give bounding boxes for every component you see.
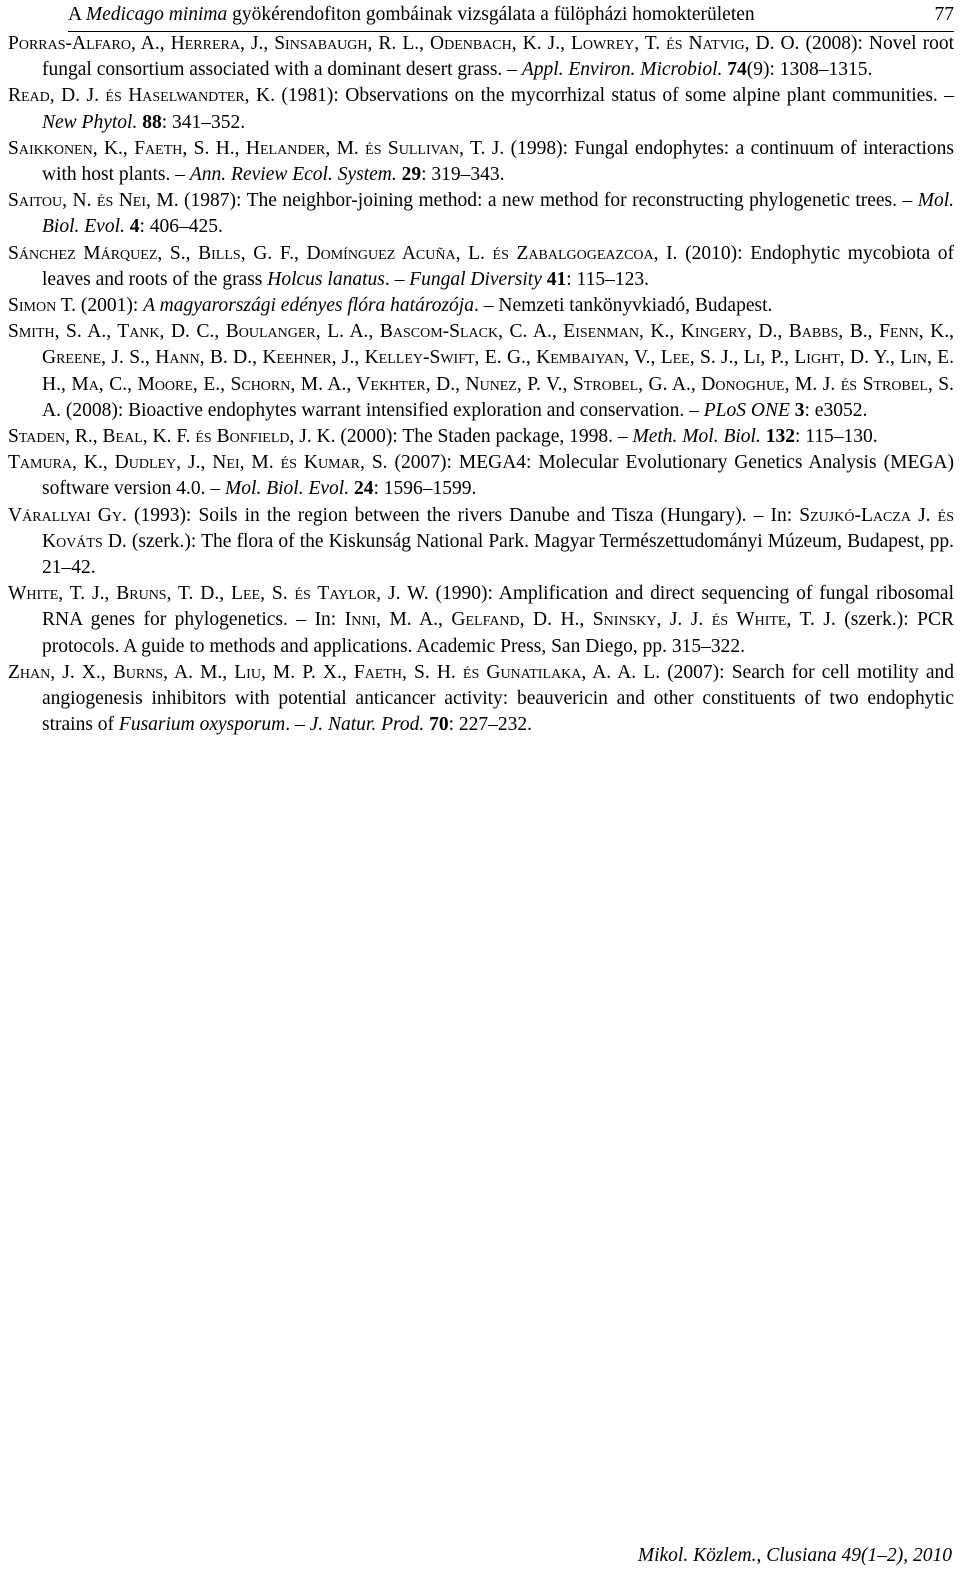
author-names: Saitou, N. és Nei, M. [8, 190, 179, 212]
reference-text: (szerk.): PCR protocols. A guide to methods and applications. Academic Press, San Diego, pp. 315–322. [42, 609, 955, 657]
volume-number: 132 [765, 426, 795, 448]
reference-entry-smith [8, 319, 954, 424]
reference-text: (9): 1308–1315. [746, 59, 873, 81]
italic-text: Mol. Biol. Evol. [225, 478, 350, 500]
author-names: Zhan, J. X., Burns, A. M., Liu, M. P. X., Faeth, S. H. és Gunatilaka, A. A. L. [8, 661, 661, 683]
italic-text: Ann. Review Ecol. System. [189, 164, 397, 186]
header-title-pre: A [68, 4, 86, 25]
italic-text: Fusarium oxysporum [118, 714, 286, 736]
reference-text: : 406–425. [139, 216, 223, 238]
volume-number: 29 [401, 164, 422, 186]
reference-entry-white [8, 581, 954, 660]
reference-text: (2008): Novel root fungal consortium associated with a dominant desert grass. – [42, 33, 954, 81]
italic-text: New Phytol. [42, 111, 138, 133]
reference-entry-zhan [8, 660, 954, 739]
italic-text: J. Natur. Prod. [309, 714, 425, 736]
author-names: Saikkonen, K., Faeth, S. H., Helander, M. és Sullivan, T. J. [8, 137, 505, 159]
author-names: Porras-Alfaro, A., Herrera, J., Sinsabaugh, R. L., Odenbach, K. J., Lowrey, T. és Natvig, D. O. [8, 33, 800, 54]
author-names: Read, D. J. és Haselwandter, K. [8, 85, 275, 107]
running-header [68, 2, 954, 32]
reference-text: . – Nemzeti tankönyvkiadó, Budapest. [473, 295, 773, 317]
header-title-italic: Medicago minima [85, 4, 228, 25]
author-names: White, T. J., Bruns, T. D., Lee, S. és Taylor, J. W. [8, 583, 429, 605]
header-title-post: gyökérendofiton gombáinak vizsgálata a fülöpházi homokterületen [227, 4, 755, 25]
journal-footer: Mikol. Közlem., Clusiana 49(1–2), 2010 [637, 1545, 952, 1566]
reference-entry-saitou [8, 188, 954, 240]
reference-entry-simon [8, 293, 954, 319]
reference-text: : 341–352. [161, 111, 246, 133]
author-names: Várallyai Gy. [8, 504, 127, 526]
reference-text: . – [384, 268, 410, 290]
reference-text: (szerk.): The flora of the Kiskunság National Park. Magyar Természettudományi Múzeum, Budapest, pp. 21–42. [42, 530, 954, 579]
reference-entry-sanchez [8, 241, 954, 293]
reference-text: : 115–130. [794, 426, 878, 448]
volume-number: 4 [129, 216, 140, 238]
reference-text: (2010): Endophytic mycobiota of leaves and roots of the grass [42, 242, 954, 290]
reference-text: (2007): MEGA4: Molecular Evolutionary Genetics Analysis (MEGA) software version 4.0. – [42, 452, 955, 500]
reference-text: : e3052. [804, 399, 868, 421]
reference-text: (2007): Search for cell motility and angiogenesis inhibitors with potential anticancer activity: beauvericin and other constituents of two endophytic strains of [42, 661, 954, 736]
volume-number: 74 [727, 59, 747, 81]
reference-text: (1990): Amplification and direct sequencing of fungal ribosomal RNA genes for phylogenetics. – In: [42, 583, 954, 631]
author-names: Sánchez Márquez, S., Bills, G. F., Domínguez Acuña, L. és Zabalgogeazcoa, I. [8, 242, 678, 264]
reference-text: (1981): Observations on the mycorrhizal status of some alpine plant communities. – [274, 85, 954, 107]
author-names: Inni, M. A., Gelfand, D. H., Sninsky, J. J. és White, T. J. [344, 609, 836, 631]
reference-entry-tamura [8, 450, 954, 502]
reference-text: : 115–123. [566, 268, 649, 290]
reference-entry-porras [8, 31, 954, 83]
italic-text: PLoS ONE [703, 399, 790, 421]
reference-entry-varallyai [8, 503, 954, 582]
volume-number: 41 [546, 268, 567, 290]
volume-number: 3 [794, 399, 805, 421]
page-number: 77 [934, 4, 954, 25]
volume-number: 88 [142, 111, 162, 133]
reference-list [8, 31, 954, 738]
italic-text: Mol. Biol. Evol. [42, 190, 954, 238]
reference-entry-staden [8, 424, 954, 450]
header-title [68, 4, 755, 25]
reference-text: (1998): Fungal endophytes: a continuum of interactions with host plants. – [42, 137, 954, 186]
reference-text: : 319–343. [421, 164, 505, 186]
reference-text: (1993): Soils in the region between the rivers Danube and Tisza (Hungary). – In: [126, 504, 800, 526]
author-names: Tamura, K., Dudley, J., Nei, M. és Kumar, S. [8, 452, 388, 474]
author-names: Szujkó-Lacza J. és Kováts D. [42, 504, 954, 552]
author-names: Staden, R., Beal, K. F. és Bonfield, J. K. [8, 426, 336, 448]
volume-number: 70 [429, 714, 449, 736]
author-names: Simon T. [8, 295, 77, 317]
reference-text: (1987): The neighbor-joining method: a new method for reconstructing phylogenetic trees. – [178, 190, 918, 212]
italic-text: Fungal Diversity [409, 268, 542, 290]
italic-text: Appl. Environ. Microbiol. [521, 59, 723, 81]
reference-text: (2008): Bioactive endophytes warrant intensified exploration and conservation. – [60, 399, 704, 421]
author-names: Smith, S. A., Tank, D. C., Boulanger, L. A., Bascom-Slack, C. A., Eisenman, K., Kingery, D., Babbs, B., Fenn, K., Greene, J. S., Hann, B. D., Keehner, J., Kelley-Swift, E. G., Kembaiyan, V., Lee, S. J., Li, P., Light, D. Y., Lin, E. H., Ma, C., Moore, E., Schorn, M. A., Vekhter, D., Nunez, P. V., Strobel, G. A., Donoghue, M. J. és Strobel, S. A. [8, 321, 954, 421]
reference-entry-saikkonen [8, 136, 954, 188]
reference-text: . – [285, 714, 310, 736]
volume-number: 24 [353, 478, 374, 500]
reference-text: (2000): The Staden package, 1998. – [335, 426, 633, 448]
reference-text: : 1596–1599. [373, 478, 477, 500]
italic-text: Holcus lanatus [267, 268, 385, 290]
reference-entry-read [8, 83, 954, 135]
reference-text: : 227–232. [448, 714, 533, 736]
italic-text: A magyarországi edényes flóra határozója [143, 295, 474, 317]
italic-text: Meth. Mol. Biol. [632, 426, 761, 448]
reference-text: (2001): [76, 295, 144, 317]
